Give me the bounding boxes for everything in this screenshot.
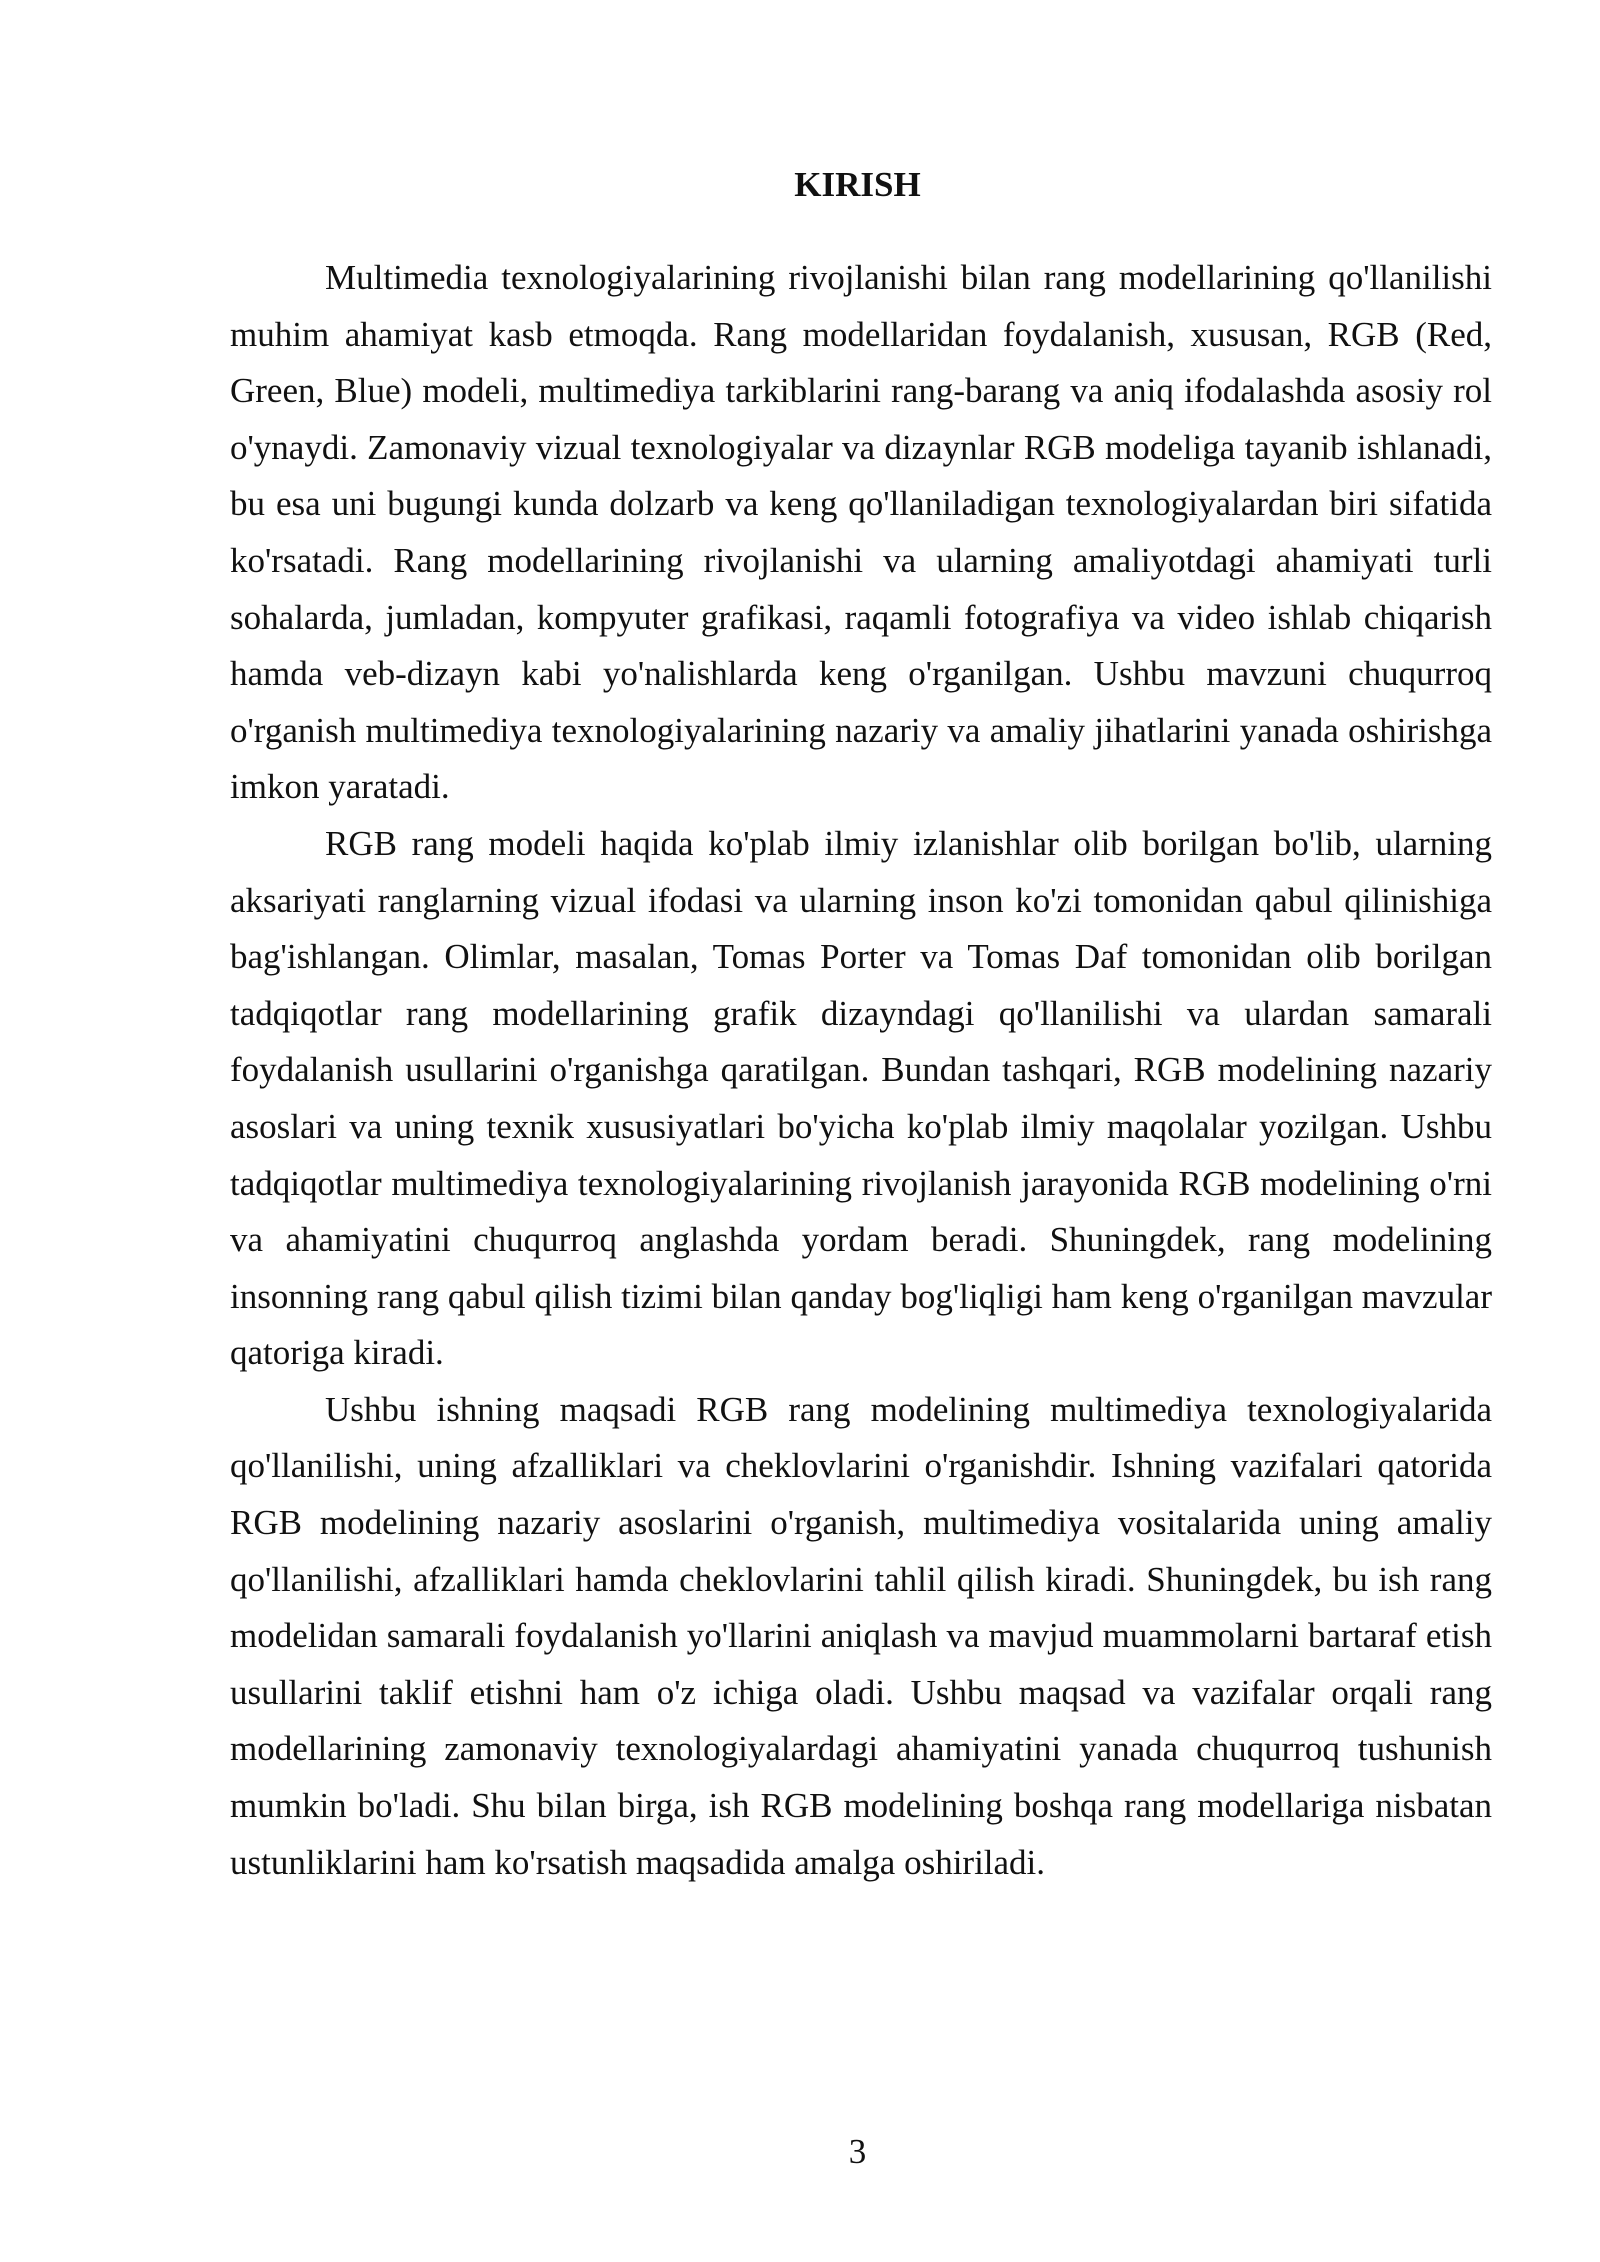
paragraph-goal: Ushbu ishning maqsadi RGB rang modelining multimediya texnologiyalarida qo'llanilishi, uning afzalliklari va cheklovlarini o'rganishdir. Ishning vazifalari qatorida RGB modelining nazariy asoslarini o'rganish, multimediya vositalarida uning amaliy qo'llanilishi, afzalliklari hamda cheklovlarini tahlil qilish kiradi. Shuningdek, bu ish rang modelidan samarali foydalanish yo'llarini aniqlash va mavjud muammolarni bartaraf etish usullarini taklif etishni ham o'z ichiga oladi. Ushbu maqsad va vazifalar orqali rang modellarining zamonaviy texnologiyalardagi ahamiyatini yanada chuqurroq tushunish mumkin bo'ladi. Shu bilan birga, ish RGB modelining boshqa rang modellariga nisbatan ustunliklarini ham ko'rsatish maqsadida amalga oshiriladi. bbox=[230, 1389, 1492, 1882]
paragraph-research: RGB rang modeli haqida ko'plab ilmiy izlanishlar olib borilgan bo'lib, ularning aksariyati ranglarning vizual ifodasi va ularning inson ko'zi tomonidan qabul qilinishiga bag'ishlangan. Olimlar, masalan, Tomas Porter va Tomas Daf tomonidan olib borilgan tadqiqotlar rang modellarining grafik dizayndagi qo'llanilishi va ulardan samarali foydalanish usullarini o'rganishga qaratilgan. Bundan tashqari, RGB modelining nazariy asoslari va uning texnik xususiyatlari bo'yicha ko'plab ilmiy maqolalar yozilgan. Ushbu tadqiqotlar multimediya texnologiyalarining rivojlanish jarayonida RGB modelining o'rni va ahamiyatini chuqurroq anglashda yordam beradi. Shuningdek, rang modelining insonning rang qabul qilish tizimi bilan qanday bog'liqligi ham keng o'rganilgan mavzular qatoriga kiradi. bbox=[230, 823, 1492, 1373]
body-text bbox=[230, 250, 1492, 1891]
paragraph-intro: Multimedia texnologiyalarining rivojlanishi bilan rang modellarining qo'llanilishi muhim ahamiyat kasb etmoqda. Rang modellaridan foydalanish, xususan, RGB (Red, Green, Blue) modeli, multimediya tarkiblarini rang-barang va aniq ifodalashda asosiy rol o'ynaydi. Zamonaviy vizual texnologiyalar va dizaynlar RGB modeliga tayanib ishlanadi, bu esa uni bugungi kunda dolzarb va keng qo'llaniladigan texnologiyalardan biri sifatida ko'rsatadi. Rang modellarining rivojlanishi va ularning amaliyotdagi ahamiyati turli sohalarda, jumladan, kompyuter grafikasi, raqamli fotografiya va video ishlab chiqarish hamda veb-dizayn kabi yo'nalishlarda keng o'rganilgan. Ushbu mavzuni chuqurroq o'rganish multimediya texnologiyalarining nazariy va amaliy jihatlarini yanada oshirishga imkon yaratadi. bbox=[230, 258, 1492, 807]
section-heading: KIRISH bbox=[794, 165, 921, 204]
page-number: 3 bbox=[848, 2132, 867, 2171]
